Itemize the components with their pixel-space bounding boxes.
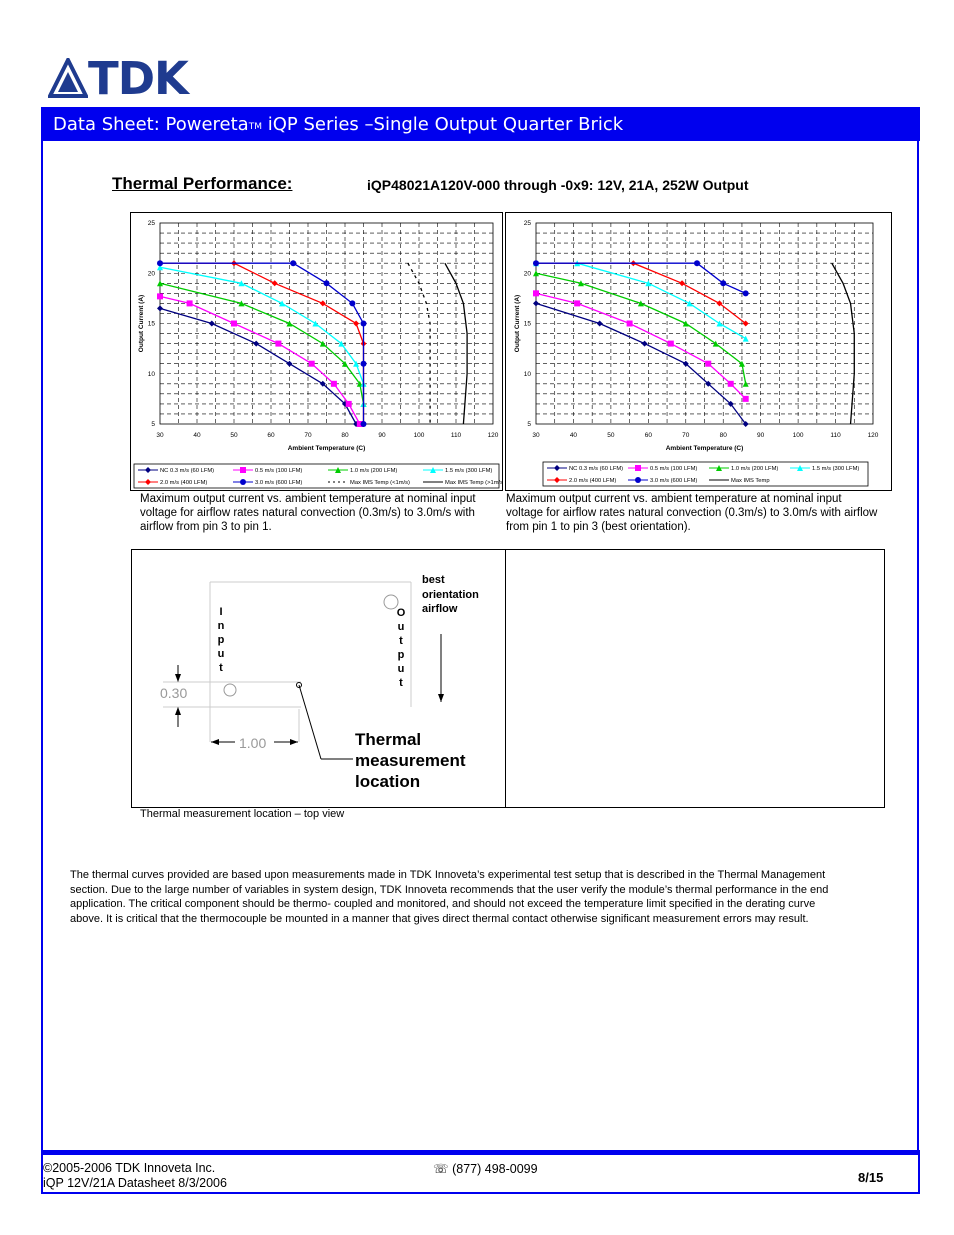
legend-marker — [635, 477, 641, 483]
legend-marker — [240, 467, 246, 473]
y-axis-label: Output Current (A) — [138, 294, 145, 353]
data-point — [331, 381, 337, 387]
x-axis-label: Ambient Temperature (C) — [287, 445, 366, 452]
footer-left — [43, 1161, 227, 1191]
derating-chart-pin1-to-pin3 — [505, 212, 892, 491]
footer-copyright: ©2005-2006 TDK Innoveta Inc. — [43, 1161, 216, 1175]
x-tick-label: 80 — [341, 432, 349, 439]
x-tick-label: 110 — [450, 432, 462, 439]
legend-entry: Max IMS Temp — [731, 478, 770, 484]
output-letter: u — [397, 663, 405, 675]
footer-datasheet: iQP 12V/21A Datasheet 8/3/2006 — [43, 1176, 227, 1190]
legend-entry: 1.0 m/s (200 LFM) — [731, 466, 779, 472]
tdk-logo-text: TDK — [88, 52, 188, 105]
frame-right — [917, 141, 919, 1151]
page-number: 8/15 — [858, 1170, 884, 1185]
data-point — [361, 321, 367, 327]
x-tick-label: 100 — [413, 432, 425, 439]
input-letter: u — [217, 648, 225, 660]
x-tick-label: 90 — [757, 432, 765, 439]
x-tick-label: 120 — [867, 432, 879, 439]
y-tick-label: 20 — [147, 270, 155, 278]
legend-entry: NC 0.3 m/s (60 LFM) — [569, 466, 624, 472]
y-tick-label: 5 — [151, 421, 155, 428]
legend-entry: 2.0 m/s (400 LFM) — [160, 480, 208, 486]
output-letter: t — [399, 677, 403, 689]
data-point — [157, 293, 163, 299]
x-tick-label: 70 — [304, 432, 312, 439]
section-subtitle: iQP48021A120V-000 through -0x9: 12V, 21A, 252W Output — [367, 177, 749, 193]
input-letter: t — [219, 662, 223, 674]
x-axis-label: Ambient Temperature (C) — [665, 445, 744, 452]
data-point — [720, 280, 726, 286]
x-tick-label: 80 — [719, 432, 727, 439]
data-point — [361, 421, 367, 427]
data-point — [668, 341, 674, 347]
x-tick-label: 40 — [569, 432, 578, 439]
x-tick-label: 60 — [644, 432, 652, 439]
y-tick-label: 15 — [523, 320, 531, 328]
airflow-label: best orientation airflow — [422, 574, 479, 615]
frame-left — [41, 141, 43, 1151]
legend-entry: 1.5 m/s (300 LFM) — [812, 466, 860, 472]
data-point — [157, 260, 163, 266]
chart2-caption: Maximum output current vs. ambient temperature at nominal input voltage for airflow rates natural convection (0.3m/s) to 3.0m/s with airflow from pin 1 to pin 3 (best orientation). — [506, 493, 878, 533]
legend-entry: 0.5 m/s (100 LFM) — [650, 466, 698, 472]
legend-entry: 1.0 m/s (200 LFM) — [350, 468, 398, 474]
chart-svg-1 — [131, 213, 502, 490]
legend-entry: Max IMS Temp (>1m/s) — [445, 480, 502, 486]
diagram-divider — [505, 549, 506, 807]
legend-entry: 0.5 m/s (100 LFM) — [255, 468, 303, 474]
y-tick-label: 25 — [147, 220, 155, 227]
x-tick-label: 40 — [193, 432, 201, 439]
x-tick-label: 50 — [607, 432, 615, 439]
input-letter: p — [217, 634, 225, 646]
data-point — [574, 300, 580, 306]
y-tick-label: 20 — [523, 270, 531, 278]
data-point — [533, 290, 539, 296]
chart1-caption: Maximum output current vs. ambient temperature at nominal input voltage for airflow rates natural convection (0.3m/s) to 3.0m/s with airflow from pin 3 to pin 1. — [140, 493, 476, 533]
x-tick-label: 30 — [156, 432, 164, 439]
data-point — [533, 260, 539, 266]
y-tick-label: 25 — [523, 220, 531, 227]
input-letter: I — [219, 606, 223, 618]
y-tick-label: 5 — [527, 421, 531, 428]
input-letter: n — [217, 620, 225, 632]
output-letter: u — [397, 621, 405, 633]
data-point — [694, 260, 700, 266]
pin-hole-input — [224, 684, 236, 696]
legend-entry: Max IMS Temp (<1m/s) — [350, 480, 410, 486]
data-point — [705, 361, 711, 367]
output-letter: p — [397, 649, 405, 661]
input-label — [216, 605, 226, 675]
thermal-measurement-label: Thermal measurement location — [355, 730, 466, 791]
x-tick-label: 60 — [267, 432, 275, 439]
data-point — [275, 341, 281, 347]
thermal-notes-paragraph: The thermal curves provided are based upon measurements made in TDK Innoveta’s experimental test setup that is described in the Thermal Management section. Due to the large number of variables in system design, TDK Innoveta recommends that the user verify the module’s thermal performance in the end application. The critical component should be thermo- coupled and monitored, and should not exceed the temperature limit specified in the derating curve above. It is critical that the thermocouple be mounted in a manner that gives direct thermal contact otherwise significant measurement errors may result. — [70, 869, 829, 925]
data-point — [361, 361, 367, 367]
dimension-vertical: 0.30 — [160, 685, 188, 701]
legend-marker — [240, 479, 246, 485]
data-point — [309, 361, 315, 367]
data-point — [728, 381, 734, 387]
x-tick-label: 120 — [487, 432, 499, 439]
trademark-mark: TM — [248, 122, 262, 132]
y-tick-label: 15 — [147, 320, 155, 328]
data-point — [324, 280, 330, 286]
x-tick-label: 110 — [830, 432, 841, 439]
legend-entry: NC 0.3 m/s (60 LFM) — [160, 468, 215, 474]
footer-phone: ☏ (877) 498-0099 — [433, 1162, 538, 1176]
dimension-horizontal: 1.00 — [239, 735, 267, 751]
tdk-logo-emblem-icon — [48, 58, 88, 102]
x-tick-label: 70 — [682, 432, 690, 439]
x-tick-label: 30 — [532, 432, 540, 439]
data-point — [743, 396, 749, 402]
output-label — [396, 606, 406, 690]
output-letter: O — [396, 607, 406, 619]
section-title: Thermal Performance: — [112, 174, 293, 193]
page-title: Data Sheet: PoweretaTM iQP Series –Single Output Quarter Brick — [53, 114, 624, 135]
x-tick-label: 90 — [378, 432, 386, 439]
legend-entry: 2.0 m/s (400 LFM) — [569, 478, 617, 484]
y-tick-label: 10 — [147, 370, 155, 378]
diagram-caption: Thermal measurement location – top view — [140, 808, 345, 820]
data-point — [290, 260, 296, 266]
data-point — [346, 401, 352, 407]
y-tick-label: 10 — [523, 370, 531, 378]
data-point — [627, 321, 633, 327]
data-point — [231, 321, 237, 327]
legend-marker — [635, 465, 641, 471]
data-point — [743, 290, 749, 296]
legend-entry: 3.0 m/s (600 LFM) — [650, 478, 698, 484]
data-point — [187, 300, 193, 306]
x-tick-label: 100 — [792, 432, 804, 439]
x-tick-label: 50 — [230, 432, 238, 439]
output-letter: t — [399, 635, 403, 647]
y-axis-label: Output Current (A) — [514, 294, 521, 353]
legend-entry: 3.0 m/s (600 LFM) — [255, 480, 303, 486]
derating-chart-pin3-to-pin1 — [130, 212, 503, 491]
chart-svg-2 — [506, 213, 891, 490]
legend-entry: 1.5 m/s (300 LFM) — [445, 468, 493, 474]
data-point — [349, 300, 355, 306]
